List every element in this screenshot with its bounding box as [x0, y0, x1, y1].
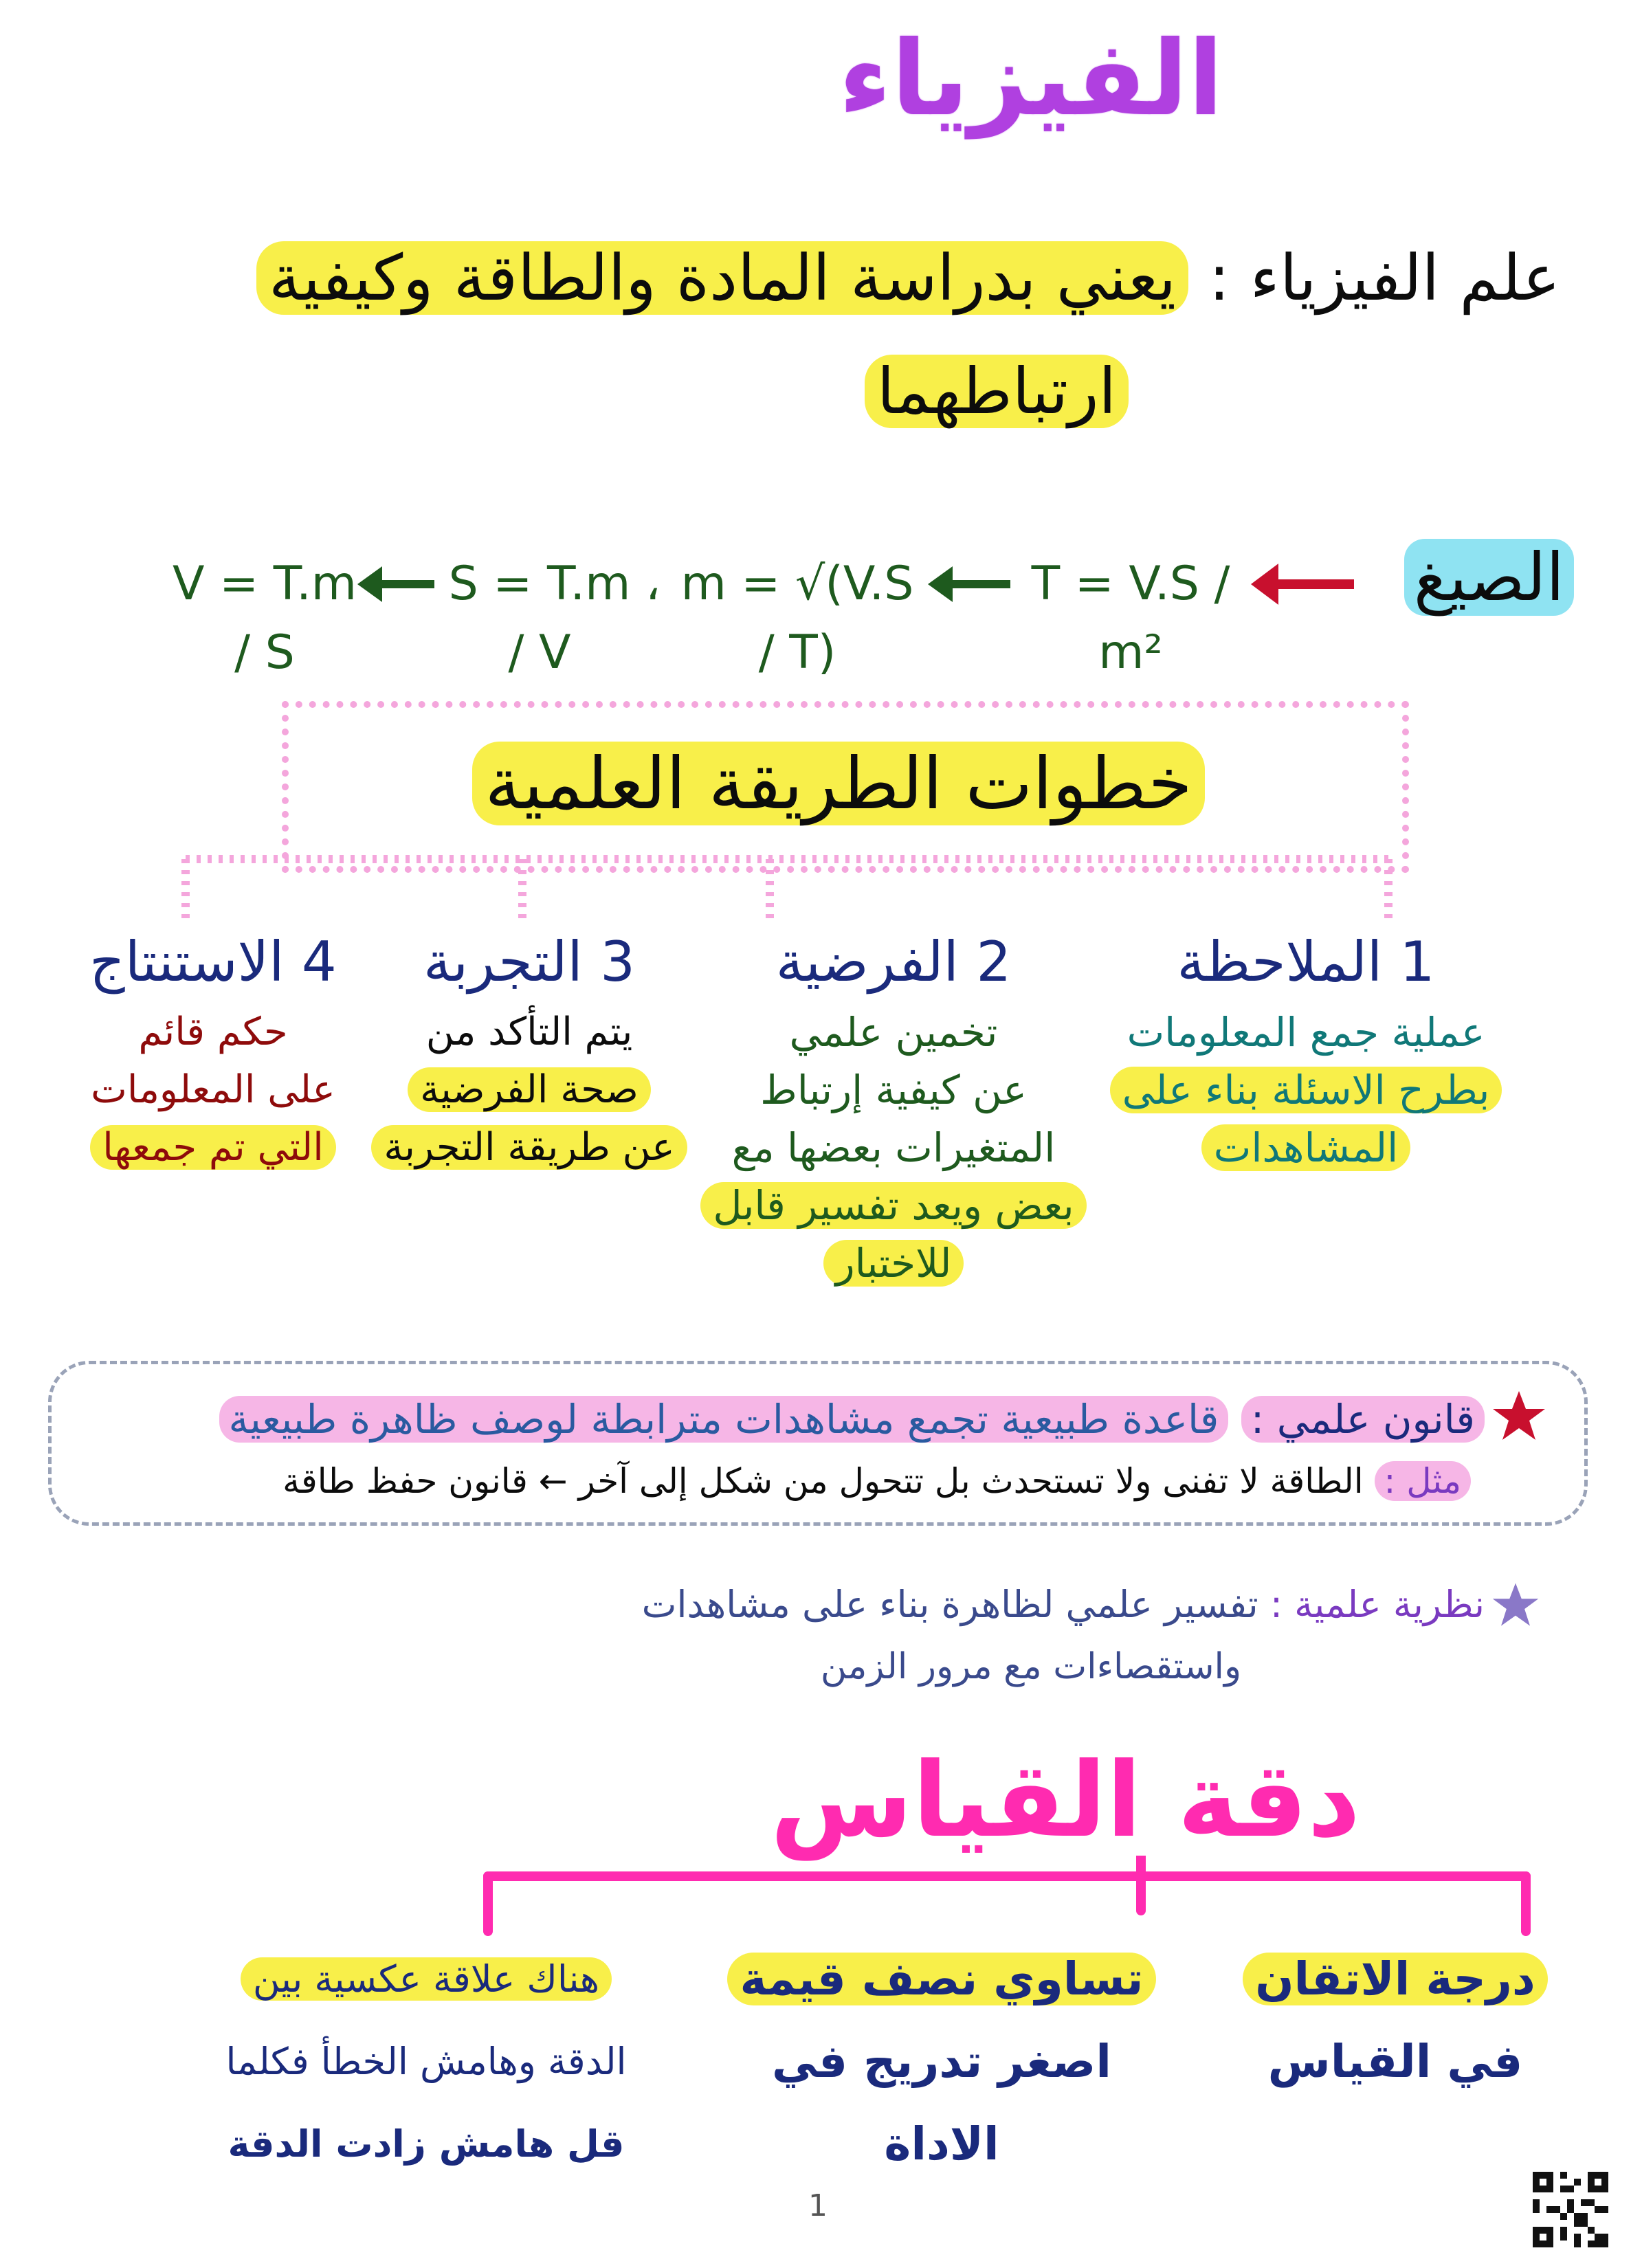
accuracy-line: اصغر تدريج في	[772, 2035, 1111, 2088]
law-term: قانون علمي :	[1241, 1396, 1485, 1443]
step-line: للاختبار	[660, 1234, 1127, 1292]
step-hypothesis	[660, 921, 1127, 1292]
law-text: قاعدة طبيعية تجمع مشاهدات مترابطة لوصف ظاهرة طبيعية	[219, 1396, 1229, 1443]
step-body	[660, 1003, 1127, 1292]
step-line: عملية جمع المعلومات	[1127, 1009, 1485, 1056]
step-line: على المعلومات	[91, 1067, 335, 1112]
step-number: 1	[1399, 930, 1435, 994]
star-icon	[1491, 1581, 1540, 1629]
step-heading	[55, 921, 371, 1003]
step-line: حكم قائم	[138, 1010, 288, 1054]
accuracy-col-3	[158, 1938, 694, 2186]
step-line: المتغيرات بعضها مع	[731, 1124, 1056, 1171]
scientific-method-title-text: خطوات الطريقة العلمية	[472, 742, 1204, 825]
step-body	[55, 1003, 371, 1177]
step-number: 4	[301, 930, 337, 994]
accuracy-line: تساوي نصف قيمة	[708, 1938, 1175, 2021]
step-line: يتم التأكد من	[425, 1010, 633, 1054]
step-heading	[660, 921, 1127, 1003]
accuracy-line: الاداة	[884, 2117, 999, 2170]
step-line: التي تم جمعها	[55, 1119, 371, 1177]
example-text: الطاقة لا تفنى ولا تستحدث بل تتحول من شكل إلى آخر	[578, 1461, 1364, 1501]
step-line: عن طريقة التجربة	[344, 1119, 715, 1177]
step-name: الفرضية	[775, 930, 959, 994]
accuracy-connector	[0, 1856, 1631, 1938]
theory-line1: تفسير علمي لظاهرة بناء على مشاهدات	[641, 1583, 1258, 1626]
definition-line1: يعني بدراسة المادة والطاقة وكيفية	[256, 241, 1188, 315]
formula-3: S = T.m / V	[448, 557, 631, 680]
example-term: مثل :	[1375, 1461, 1471, 1501]
step-line: بطرح الاسئلة بناء على	[1072, 1061, 1540, 1119]
step-line: بعض ويعد تفسير قابل	[660, 1177, 1127, 1234]
step-line: صحة الفرضية	[344, 1061, 715, 1119]
law-example	[76, 1450, 1471, 1512]
step-body	[1072, 1003, 1540, 1177]
step-name: التجربة	[423, 930, 583, 994]
accuracy-col-1	[1210, 1938, 1581, 2103]
step-experiment	[344, 921, 715, 1177]
star-icon	[1491, 1388, 1546, 1443]
step-heading	[1072, 921, 1540, 1003]
step-observation	[1072, 921, 1540, 1177]
example-result: قانون حفظ طاقة	[282, 1461, 528, 1501]
theory	[412, 1574, 1485, 1636]
theory-line2: واستقصاءات مع مرور الزمن	[820, 1646, 1242, 1687]
step-line: المشاهدات	[1072, 1119, 1540, 1177]
qr-code-icon	[1533, 2172, 1608, 2247]
accuracy-line: درجة الاتقان	[1210, 1938, 1581, 2021]
page-number: 1	[808, 2188, 828, 2223]
step-name: الاستنتاج	[89, 930, 285, 994]
law-definition	[62, 1385, 1485, 1454]
formula-4: V = T.m / S	[172, 557, 357, 680]
step-body	[344, 1003, 715, 1177]
steps-connector	[0, 0, 1631, 962]
step-conclusion	[55, 921, 371, 1177]
definition-line2: ارتباطهما	[865, 355, 1129, 428]
theory-term: نظرية علمية :	[1269, 1583, 1485, 1626]
accuracy-title: دقة القياس	[770, 1741, 1361, 1860]
step-line: عن كيفية إرتباط	[760, 1067, 1027, 1113]
definition-term: علم الفيزياء :	[1208, 241, 1560, 315]
step-line: تخمين علمي	[789, 1009, 998, 1056]
formula-separator: ،	[645, 557, 661, 611]
accuracy-line: الدقة وهامش الخطأ فكلما	[225, 2040, 627, 2083]
step-heading	[344, 921, 715, 1003]
page-title-text: الفيزياء	[839, 19, 1223, 139]
formula-label-text: الصيغ	[1404, 539, 1574, 616]
accuracy-col-2	[708, 1938, 1175, 2186]
formula-1: T = V.S / m²	[1031, 557, 1230, 680]
arrow-icon: ←	[538, 1461, 568, 1501]
accuracy-line: هناك علاقة عكسية بين	[158, 1938, 694, 2021]
step-number: 2	[976, 930, 1012, 994]
accuracy-line: في القياس	[1267, 2035, 1523, 2088]
formula-2: m = √(V.S / T)	[680, 557, 914, 680]
accuracy-line: قل هامش زادت الدقة	[228, 2122, 625, 2166]
step-number: 3	[600, 930, 636, 994]
step-name: الملاحظة	[1177, 930, 1383, 994]
